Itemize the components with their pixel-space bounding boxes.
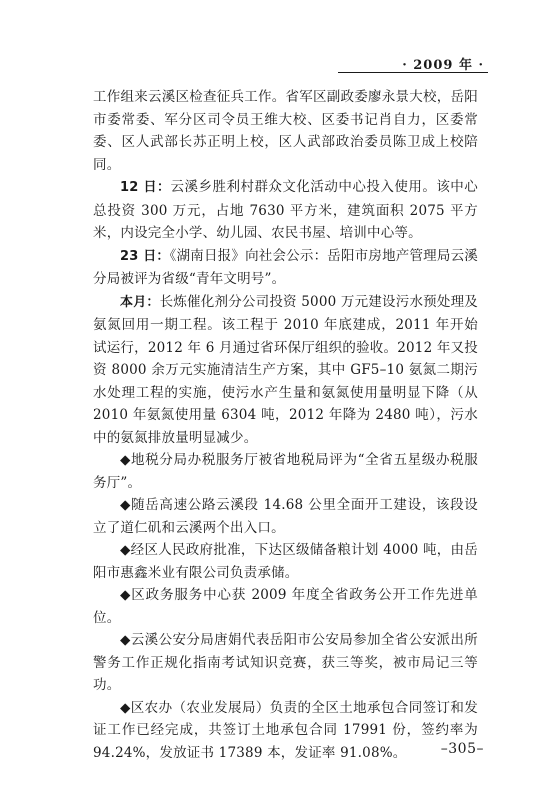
paragraph (93, 176, 478, 245)
paragraph-text: ◆区政务服务中心获 2009 年度全省政务公开工作先进单位。 (93, 587, 478, 626)
paragraph-text: 《湖南日报》向社会公示：岳阳市房地产管理局云溪分局被评为省级“青年文明号”。 (93, 247, 478, 287)
paragraph-text: 工作组来云溪区检查征兵工作。省军区副政委廖永景大校，岳阳市委常委、军分区司令员王维大校、区委书记肖自力，区委常委、区人武部长苏正明上校，区人武部政治委员陈卫成上校陪同。 (93, 89, 478, 173)
page-body (93, 86, 478, 764)
paragraph-text: 长炼催化剂分公司投资 5000 万元建设污水预处理及氨氮回用一期工程。该工程于 2010 年底建成，2011 年开始试运行，2012 年 6 月通过省环保厅组织的验收。2012 年又投资 8000 余万元实施清洁生产方案，其中 GF5–10 氨氮二期污水处理工程的实施，使污水产生量和氨氮使用量明显下降（从 2010 年氨氮使用量 6304 吨，2012 年降为 2480 吨），污水中的氨氮排放量明显减少。 (93, 293, 478, 446)
date-label: 23 日： (120, 248, 170, 264)
paragraph-text: 云溪乡胜利村群众文化活动中心投入使用。该中心总投资 300 万元，占地 7630 平方米，建筑面积 2075 平方米，内设完全小学、幼儿园、农民书屋、培训中心等。 (93, 179, 478, 241)
paragraph (93, 629, 478, 697)
running-header-year: · 2009 年 · (402, 58, 484, 73)
paragraph-text: ◆经区人民政府批准，下达区级储备粮计划 4000 吨，由岳阳市惠鑫米业有限公司负责承储。 (93, 542, 478, 581)
paragraph (93, 245, 478, 291)
paragraph (93, 539, 478, 584)
paragraph (93, 494, 478, 539)
page-number: –305– (440, 741, 484, 757)
paragraph-text: ◆地税分局办税服务厅被省地税局评为“全省五星级办税服务厅”。 (93, 452, 478, 491)
paragraph (93, 291, 478, 450)
paragraph (93, 86, 478, 176)
date-label: 本月： (120, 294, 160, 310)
date-label: 12 日： (120, 180, 171, 195)
paragraph (93, 697, 478, 765)
paragraph-text: ◆区农办（农业发展局）负责的全区土地承包合同签订和发证工作已经完成，共签订土地承包合同 17991 份，签约率为 94.24%，发放证书 17389 本，发证率 91.08%。 (93, 699, 478, 761)
paragraph (93, 584, 478, 629)
header-rule (338, 72, 488, 73)
paragraph-text: ◆云溪公安分局唐娟代表岳阳市公安局参加全省公安派出所警务工作正规化指南考试知识竞赛，获三等奖，被市局记三等功。 (93, 632, 478, 693)
paragraph (93, 449, 478, 494)
paragraph-text: ◆随岳高速公路云溪段 14.68 公里全面开工建设，该段设立了道仁矶和云溪两个出入口。 (93, 497, 478, 536)
